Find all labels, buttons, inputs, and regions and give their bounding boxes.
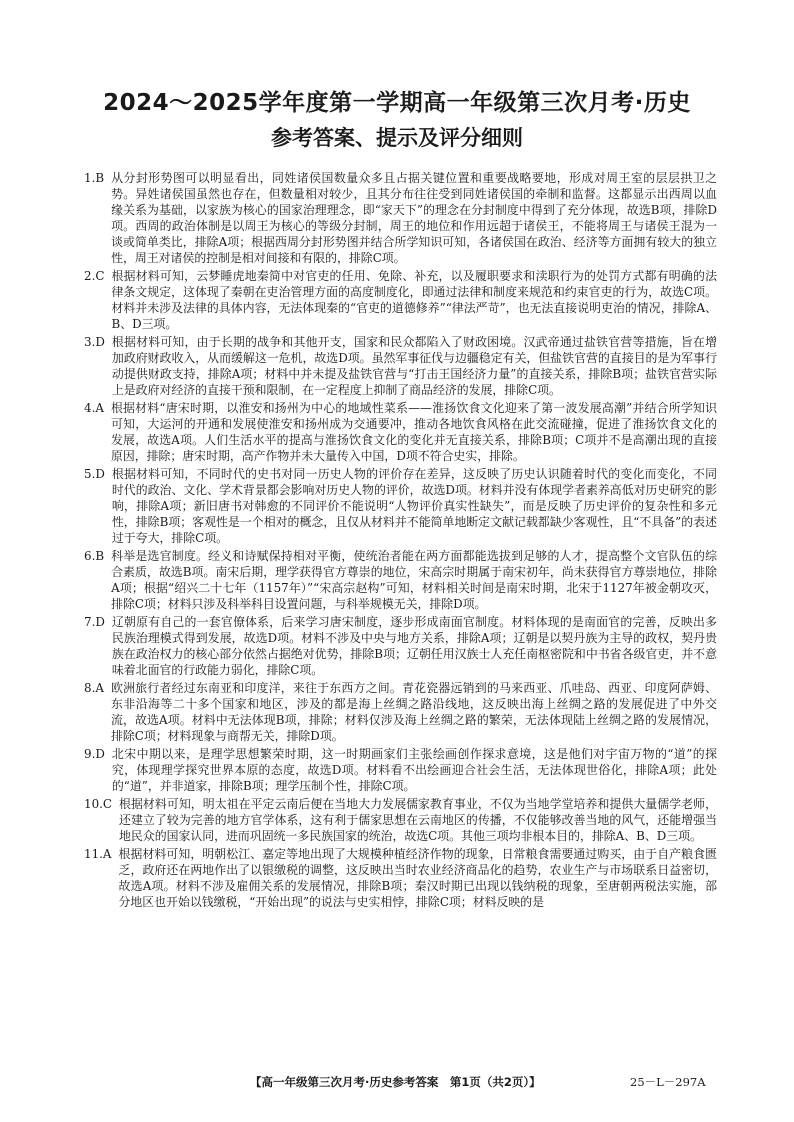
answer-explanation: 科举是选官制度。经义和诗赋保持相对平衡，使统治者能在两方面都能选拔到足够的人才，提高整个文官队伍的综合素质，故选B项。南宋后期，理学获得官方尊崇的地位，宋高宗时期属于南宋初年，尚未获得官方尊崇地位，排除A项；根据“绍兴二十七年（1157年）”“宋高宗赵构”可知，材料相关时间是南宋时期，北宋于1127年被金朝攻灭，排除C项；材料只涉及科举科目设置问题，与科举规模无关，排除D项。	[111, 549, 717, 612]
answer-item-2	[84, 268, 717, 332]
answer-number: 11.A	[84, 846, 112, 861]
answer-number: 7.D	[84, 615, 105, 630]
answer-number: 5.D	[84, 467, 105, 482]
page-footer: 【高一年级第三次月考·历史参考答案 第1页（共2页）】	[250, 1075, 541, 1089]
answer-number: 10.C	[84, 796, 113, 811]
answer-number: 4.A	[84, 401, 104, 416]
answer-item-5	[84, 466, 717, 546]
answer-explanation: 根据材料可知，云梦睡虎地秦简中对官吏的任用、免除、补充，以及履职要求和渎职行为的处罚方式都有明确的法律条文规定，这体现了秦朝在吏治管理方面的高度制度化，即通过法律和制度来规范和约束官吏的行为，故选C项。材料并未涉及法律的具体内容，无法体现秦的“官吏的道德修养”“律法严苛”，也无法直接说明吏治的情况，排除A、B、D三项。	[111, 269, 717, 332]
answer-item-1	[84, 170, 717, 267]
answer-number: 3.D	[84, 335, 105, 350]
page-subtitle: 参考答案、提示及评分细则	[271, 126, 523, 150]
answer-explanation: 根据材料可知，明太祖在平定云南后便在当地大力发展儒家教育事业，不仅为当地学堂培养和提供大量儒学老师，还建立了较为完善的地方官学体系，这有利于儒家思想在云南地区的传播，不仅能够改善当地的风气，还能增强当地民众的国家认同，进而巩固统一多民族国家的统治，故选C项。其他三项均非根本目的，排除A、B、D三项。	[119, 796, 717, 844]
answer-item-3	[84, 334, 717, 398]
answer-number: 8.A	[84, 681, 104, 696]
answer-explanation: 从分封形势图可以明显看出，同姓诸侯国数量众多且占据关键位置和重要战略要地，形成对周王室的层层拱卫之势。异姓诸侯国虽然也存在，但数量相对较少，且其分布往往受到同姓诸侯国的牵制和监督。这都显示出西周以血缘关系为基础，以家族为核心的国家治理理念，即“家天下”的理念在分封制度中得到了充分体现，故选B项，排除D项。西周的政治体制是以周王为核心的等级分封制，周王的地位和作用远超于诸侯王，不能将周王与诸侯王混为一谈或简单类比，排除A项；根据西周分封形势图并结合所学知识可知，各诸侯国在政治、经济等方面拥有较大的独立性，周王对诸侯的控制是相对间接和有限的，排除C项。	[111, 171, 717, 266]
answer-item-8	[84, 680, 717, 744]
answer-explanation: 根据材料可知，明朝松江、嘉定等地出现了大规模种植经济作物的现象，日常粮食需要通过购买，由于自产粮食匮乏，政府还在两地作出了以银缴税的调整，这反映出当时农业经济商品化的趋势，农业生产与市场联系日益密切，故选A项。材料不涉及雇佣关系的发展情况，排除B项；秦汉时期已出现以钱纳税的现象，至唐朝两税法实施，部分地区也开始以钱缴税，“开始出现”的说法与史实相悖，排除C项；材料反映的是	[118, 846, 717, 910]
answer-item-4	[84, 400, 717, 464]
answer-number: 2.C	[84, 269, 105, 284]
answer-item-6	[84, 548, 717, 612]
answer-item-10	[84, 796, 717, 844]
answer-number: 9.D	[84, 747, 105, 762]
answer-explanation: 欧洲旅行者经过东南亚和印度洋，来往于东西方之间。青花瓷器远销到的马来西亚、爪哇岛、西亚、印度阿萨姆、东非沿海等二十多个国家和地区，涉及的都是海上丝绸之路沿线地，这反映出海上丝绸之路的发展促进了中外交流，故选A项。材料中无法体现B项，排除；材料仅涉及海上丝绸之路的繁荣，无法体现陆上丝绸之路的发展情况，排除C项；材料现象与商帮无关，排除D项。	[110, 681, 717, 744]
answer-explanation: 根据材料可知，由于长期的战争和其他开支，国家和民众都陷入了财政困境。汉武帝通过盐铁官营等措施，旨在增加政府财政收入，从而缓解这一危机，故选D项。虽然军事征伐与边疆稳定有关，但盐铁官营的直接目的是为军事行动提供财政支持，排除A项；材料中并未提及盐铁官营与“打击王国经济力量”的直接关系，排除B项；盐铁官营实际上是政府对经济的直接干预和限制，在一定程度上抑制了商品经济的发展，排除C项。	[111, 335, 717, 398]
answer-list	[84, 170, 717, 912]
answer-number: 1.B	[84, 171, 105, 185]
answer-explanation: 根据材料可知，不同时代的史书对同一历史人物的评价存在差异，这反映了历史认识随着时代的变化而变化，不同时代的政治、文化、学术背景都会影响对历史人物的评价，故选D项。材料并没有体现学者素养高低对历史研究的影响，排除A项；新旧唐书对韩愈的不同评价不能说明“人物评价真实性缺失”，而是反映了历史评价的复杂性和多元性，排除B项；客观性是一个相对的概念，且仅从材料并不能简单地断定文献记载都缺少客观性，且“不具备”的表述过于夸大，排除C项。	[111, 467, 717, 546]
answer-item-9	[84, 746, 717, 794]
document-code: 25－L－297A	[630, 1075, 706, 1089]
answer-explanation: 北宋中期以来，是理学思想繁荣时期，这一时期画家们主张绘画创作探求意境，这是他们对宇宙万物的“道”的探究，体现理学探究世界本原的态度，故选D项。材料看不出绘画迎合社会生活，无法体现世俗化，排除A项；此处的“道”，并非道家，排除B项；理学压制个性，排除C项。	[111, 747, 717, 794]
answer-number: 6.B	[84, 549, 105, 564]
answer-item-11	[84, 846, 717, 910]
answer-explanation: 根据材料“唐宋时期，以淮安和扬州为中心的地域性菜系——淮扬饮食文化迎来了第一波发展高潮”并结合所学知识可知，大运河的开通和发展使淮安和扬州成为交通要冲，推动各地饮食风格在此交流碰撞，促进了淮扬饮食文化的发展，故选A项。人们生活水平的提高与淮扬饮食文化的变化并无直接关系，排除B项；C项并不是高潮出现的直接原因，排除；唐宋时期，高产作物并未大量传入中国，D项不符合史实，排除。	[110, 401, 717, 464]
answer-item-7	[84, 614, 717, 678]
page-title: 2024～2025学年度第一学期高一年级第三次月考·历史	[103, 90, 691, 116]
answer-explanation: 辽朝原有自己的一套官僚体系，后来学习唐宋制度，逐步形成南面官制度。材料体现的是南面官的完善，反映出多民族治理模式得到发展，故选D项。材料不涉及中央与地方关系，排除A项；辽朝是以契丹族为主导的政权，契丹贵族在政治权力的核心部分依然占据绝对优势，排除B项；辽朝任用汉族士人充任南枢密院和中书省各级官吏，并不意味着北面官的行政能力弱化，排除C项。	[111, 615, 717, 678]
